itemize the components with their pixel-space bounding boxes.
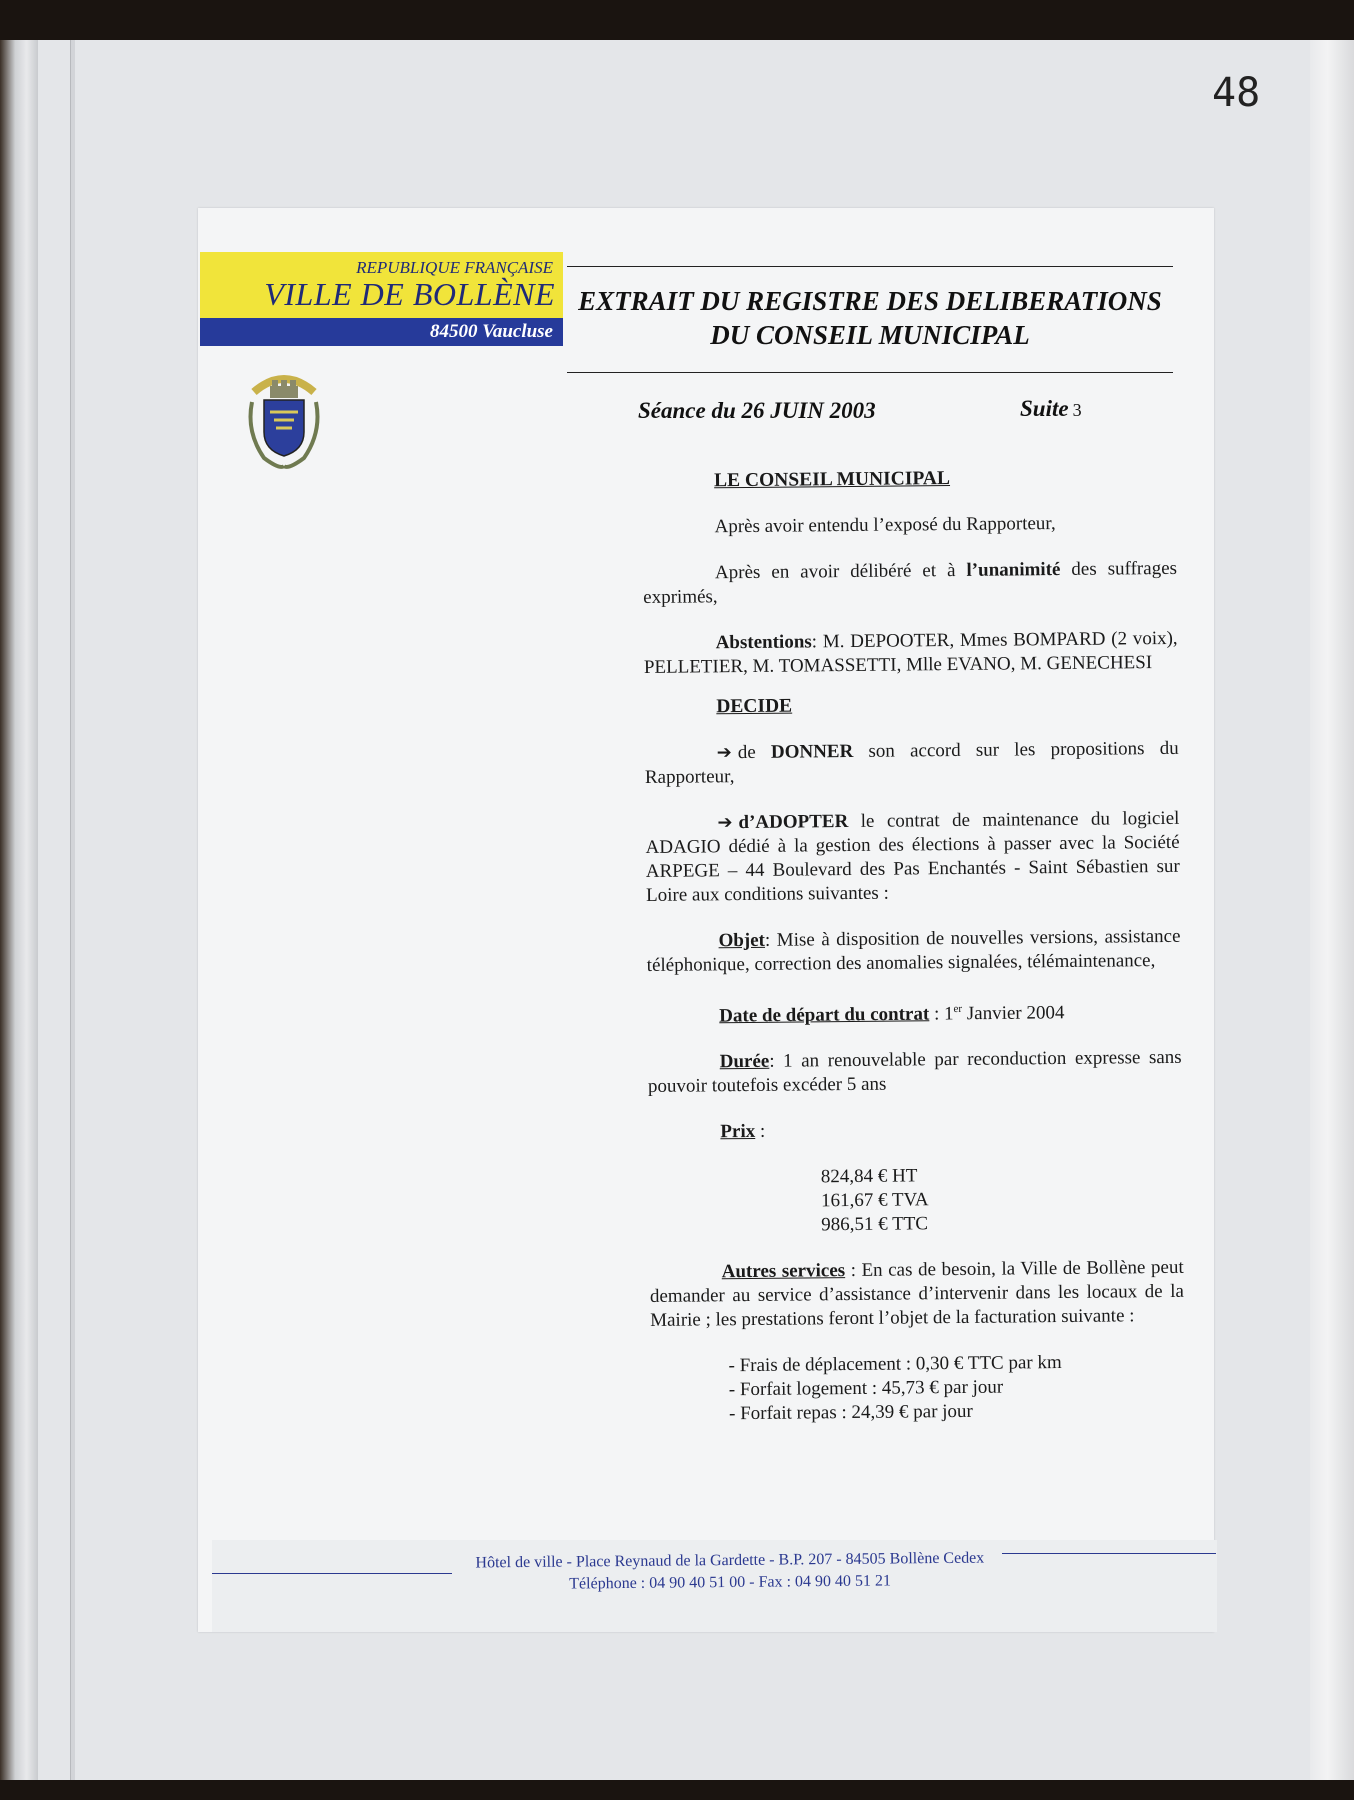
- footer-rule-right: [1002, 1553, 1216, 1554]
- objet-label: Objet: [718, 929, 766, 952]
- title-line-2: DU CONSEIL MUNICIPAL: [710, 320, 1030, 350]
- suite-number: 3: [1072, 400, 1082, 420]
- fee-deplacement: - Frais de déplacement : 0,30 € TTC par km: [728, 1352, 1062, 1377]
- badge-yellow-band: [200, 252, 563, 318]
- fee-repas: - Forfait repas : 24,39 € par jour: [728, 1401, 973, 1425]
- clause-objet: [646, 925, 1180, 978]
- date-post: Janvier 2004: [966, 1002, 1065, 1025]
- autres-label: Autres services: [721, 1260, 846, 1283]
- date-label: Date de départ du contrat: [719, 1003, 930, 1027]
- price-tva: 161,67 € TVA: [820, 1189, 929, 1212]
- prix-label: Prix: [720, 1121, 756, 1143]
- d1-text: son accord sur les propositions du Rapporteur,: [644, 737, 1179, 788]
- letterhead-footer: [440, 1547, 1020, 1597]
- page-edge-stack: [1310, 40, 1354, 1780]
- title-line-1: EXTRAIT DU REGISTRE DES DELIBERATIONS: [578, 286, 1162, 316]
- suite-label: [1020, 396, 1082, 422]
- coat-of-arms-icon: [244, 362, 324, 474]
- price-ht: 824,84 € HT: [820, 1165, 918, 1188]
- d1-pre: de: [737, 741, 756, 764]
- p2-bold: l’unanimité: [966, 558, 1061, 581]
- decision-donner: [645, 737, 1179, 790]
- deliberation-body: [642, 465, 1185, 1427]
- seance-date: Séance du 26 JUIN 2003: [638, 398, 876, 423]
- d1-bold: DONNER: [770, 740, 854, 763]
- fee-list: [728, 1350, 1185, 1426]
- p2-end: des suffrages exprimés,: [643, 557, 1178, 608]
- footer-rule-left: [212, 1573, 452, 1574]
- badge-republique: REPUBLIQUE FRANÇAISE: [356, 258, 553, 277]
- header-rule-top: [567, 266, 1173, 267]
- fee-logement: - Forfait logement : 45,73 € par jour: [728, 1376, 1004, 1401]
- badge-blue-band: [200, 318, 563, 346]
- city-badge: [200, 252, 563, 346]
- paragraph-abstentions: [644, 627, 1178, 680]
- clause-duree: [648, 1046, 1182, 1099]
- document-title: [567, 284, 1173, 352]
- p2-start: Après en avoir délibéré et à: [714, 559, 956, 584]
- badge-ville: VILLE DE BOLLÈNE: [264, 276, 555, 312]
- abstentions-label: Abstentions: [715, 631, 812, 654]
- decision-adopter: [645, 807, 1180, 908]
- price-ttc: 986,51 € TTC: [821, 1213, 929, 1236]
- header-rule-bottom: [567, 372, 1173, 373]
- abstentions-text: : M. DEPOOTER, Mmes BOMPARD (2 voix), PELLETIER, M. TOMASSETTI, Mlle EVANO, M. GENECHESI: [643, 627, 1178, 678]
- price-list: [821, 1162, 1184, 1237]
- d2-bold: d’ADOPTER: [738, 811, 849, 834]
- paragraph-expose: Après avoir entendu l’exposé du Rapporteur,: [714, 513, 1056, 538]
- date-pre: : 1: [933, 1003, 954, 1025]
- duree-label: Durée: [719, 1051, 770, 1073]
- duree-text: : 1 an renouvelable par reconduction expresse sans pouvoir toutefois excéder 5 ans: [647, 1047, 1182, 1098]
- d2-text: le contrat de maintenance du logiciel ADAGIO dédié à la gestion des élections à passer avec la Société ARPEGE – 44 Boulevard des Pas Enchantés - Saint Sébastien sur Loire aux conditions suivantes :: [645, 807, 1180, 906]
- autres-text: : En cas de besoin, la Ville de Bollène peut demander au service d’assistance d’intervenir dans les locaux de la Mairie ; les prestations feront l’objet de la facturation suivante :: [649, 1257, 1185, 1332]
- suite-text: Suite: [1020, 396, 1069, 421]
- conseil-heading: LE CONSEIL MUNICIPAL: [714, 468, 951, 492]
- decide-heading: DECIDE: [716, 695, 793, 718]
- arrow-right-icon: ➔: [716, 742, 732, 764]
- prix-colon: :: [759, 1121, 766, 1143]
- objet-text: : Mise à disposition de nouvelles versions, assistance téléphonique, correction des anomalies signalées, télémaintenance,: [646, 925, 1181, 976]
- footer-phone: Téléphone : 04 90 40 51 00 - Fax : 04 90 40 51 21: [569, 1572, 892, 1593]
- binding-edge: [70, 40, 75, 1780]
- badge-code-postal: 84500 Vaucluse: [430, 321, 553, 342]
- clause-autres-services: [650, 1256, 1185, 1333]
- footer-address: Hôtel de ville - Place Reynaud de la Gardette - B.P. 207 - 84505 Bollène Cedex: [475, 1549, 985, 1572]
- page-number: 48: [1212, 70, 1261, 116]
- book-spine: [0, 40, 38, 1780]
- arrow-right-icon: ➔: [717, 812, 733, 834]
- paragraph-deliberation: [643, 557, 1177, 610]
- date-sup: er: [953, 1002, 963, 1016]
